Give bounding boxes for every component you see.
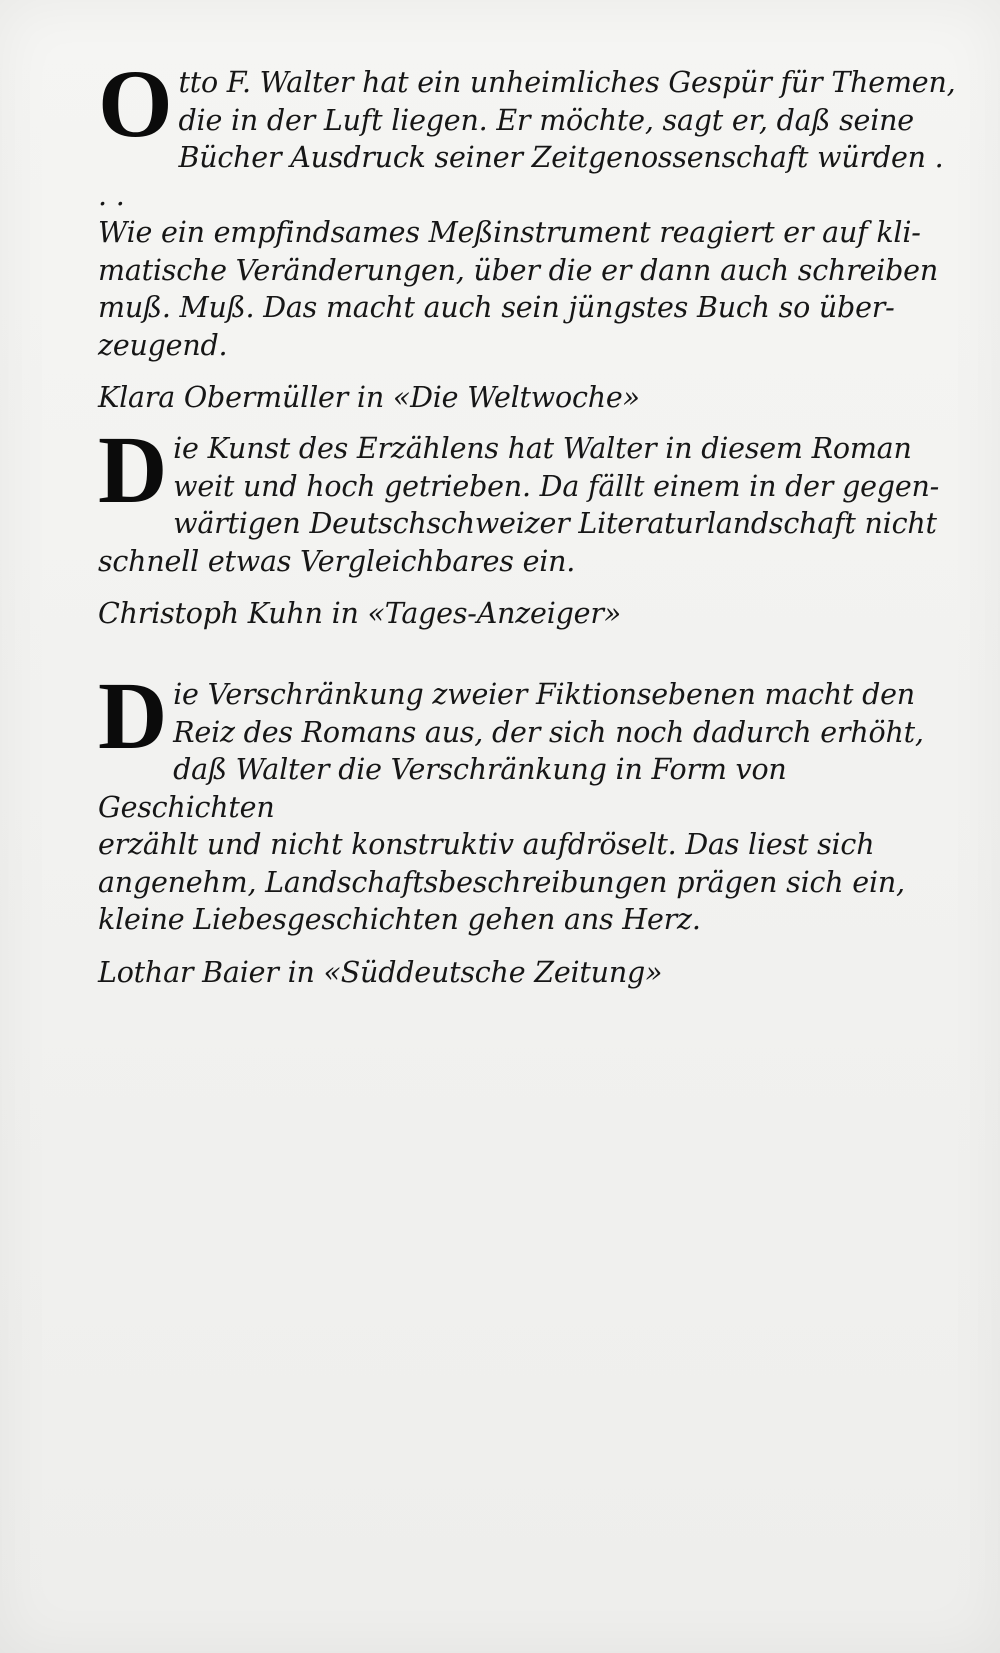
quote-body (98, 416, 958, 580)
drop-cap: O (98, 50, 173, 157)
drop-cap: D (98, 662, 168, 769)
quote-attribution: Christoph Kuhn in «Tages-Anzeiger» (98, 597, 622, 630)
review-quote (98, 662, 958, 991)
drop-cap: D (98, 416, 168, 523)
quote-text: tto F. Walter hat ein unheimliches Gespür für Themen, die in der Luft liegen. Er möchte, sagt er, daß seine Bücher Ausdruck seiner Zeitgenossenschaft würden . . . Wie ein empfindsames Meßinstrument reagiert er auf kli- matische Veränderungen, über die er dann auch schreiben muß. Muß. Das macht auch sein jüngstes Buch so über- zeugend. (98, 66, 956, 362)
review-quote (98, 50, 958, 416)
quote-body (98, 662, 958, 939)
quote-body (98, 50, 958, 364)
quote-text: ie Verschränkung zweier Fiktionsebenen macht den Reiz des Romans aus, der sich noch dadurch erhöht, daß Walter die Verschränkung in Form von Geschichten erzählt und nicht konstruktiv aufdröselt. Das liest sich angenehm, Landschaftsbeschreibungen prägen sich ein, kleine Liebesgeschichten gehen ans Herz. (98, 678, 924, 936)
quote-attribution: Klara Obermüller in «Die Weltwoche» (98, 381, 640, 414)
quote-attribution: Lothar Baier in «Süddeutsche Zeitung» (98, 955, 663, 989)
quote-text: ie Kunst des Erzählens hat Walter in diesem Roman weit und hoch getrieben. Da fällt einem in der gegen- wärtigen Deutschschweizer Literaturlandschaft nicht schnell etwas Vergleichbares ein. (98, 432, 940, 578)
review-quote (98, 416, 958, 632)
